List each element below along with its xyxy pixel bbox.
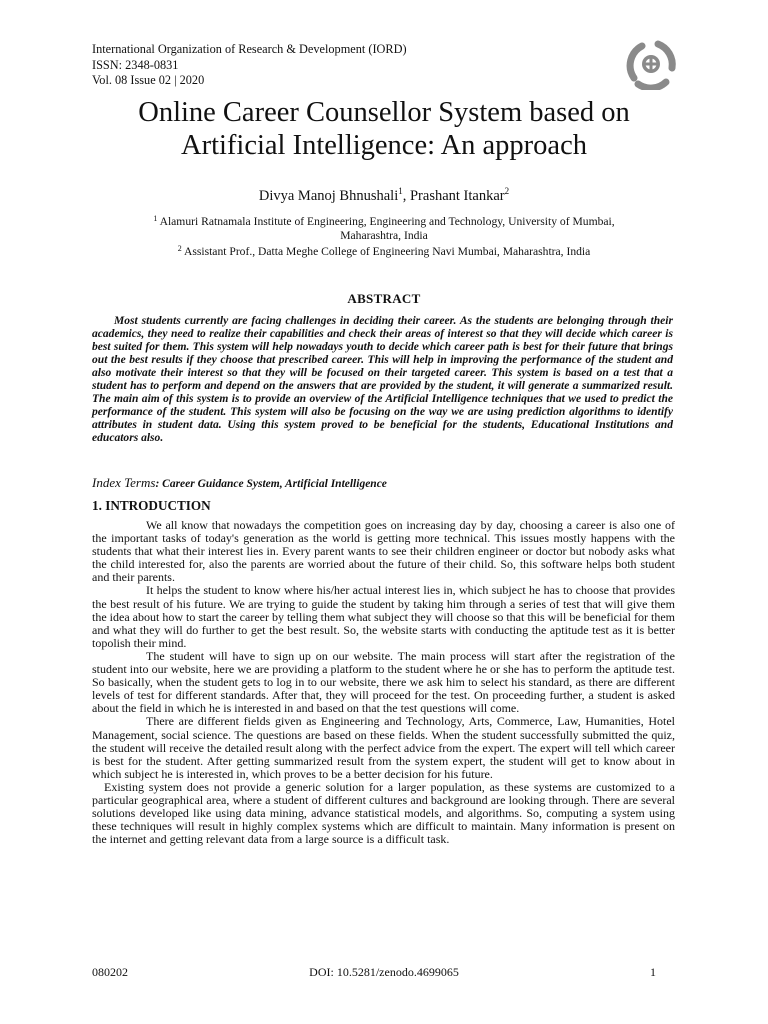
introduction-body bbox=[92, 519, 675, 846]
author-1-affiliation-mark: 1 bbox=[398, 186, 403, 196]
title-line-2: Artificial Intelligence: An approach bbox=[181, 130, 587, 161]
author-2: Prashant Itankar bbox=[409, 188, 505, 204]
author-list bbox=[60, 186, 708, 205]
author-1: Divya Manoj Bhnushali bbox=[258, 188, 399, 204]
title-line-1: Online Career Counsellor System based on bbox=[138, 97, 630, 128]
affiliation-1-text: Alamuri Ratnamala Institute of Engineering, Engineering and Technology, University of Mumbai, Maharashtra, India bbox=[157, 215, 615, 242]
iord-logo-icon bbox=[622, 38, 680, 90]
intro-paragraph: There are different fields given as Engineering and Technology, Arts, Commerce, Law, Humanities, Hotel Management, social science. The questions are based on these fields. When the student successfully submitted the quiz, the student will receive the detailed result along with the perfect advice from the expert. The expert will tell which career is best for the student. After getting summarized result from the system expert, the student will get to know about in which subject he is interested in, which proves to be a better decision for his future. bbox=[92, 714, 675, 781]
affiliation-1-mark: 1 bbox=[153, 214, 158, 223]
intro-paragraph: The student will have to sign up on our website. The main process will start after the registration of the student into our website, here we are providing a platform to the student where he or she has to perform the aptitude test. So basically, when the student gets to log in to our website, there we ask him to select his standard, as there are different levels of test for different standards. After that, they will proceed for the test. On proceeding further, a student is asked about the field in which he is interested in and based on that the test questions will come. bbox=[92, 648, 675, 716]
index-terms-value: : Career Guidance System, Artificial Intelligence bbox=[155, 478, 387, 490]
abstract-heading: ABSTRACT bbox=[347, 291, 421, 306]
author-2-affiliation-mark: 2 bbox=[504, 186, 510, 196]
affiliation-2-text: Assistant Prof., Datta Meghe College of Engineering Navi Mumbai, Maharashtra, India bbox=[181, 245, 591, 258]
journal-name: International Organization of Research & Development (IORD) bbox=[92, 42, 407, 56]
paper-title bbox=[60, 96, 708, 162]
index-terms bbox=[92, 475, 673, 491]
footer-article-id: 080202 bbox=[92, 965, 128, 979]
author-separator: , bbox=[402, 188, 410, 204]
abstract-text: Most students currently are facing challenges in deciding their career. As the students are belonging through their academics, they need to realize their capabilities and check their areas of interest so that they will decide which career is best suited for them. This system will help nowadays youth to decide which career path is best for their future that brings out the best results if they choose that prescribed career. This will help in improving the performance of the student and also motivate their interest so that they will be focused on their targeted career. This system is based on a test that a student has to perform and depend on the answers that are provided by the student, it will generate a summarized result. The main aim of this system is to provide an overview of the Artificial Intelligence techniques that we used to predict the performance of the student. This system will also be focusing on the way we are using prediction algorithms to identify attributes in student data. Using this system proved to be beneficial for the students, Educational Institutions and educators also. bbox=[92, 315, 673, 445]
affiliation-2-mark: 2 bbox=[177, 244, 182, 253]
intro-paragraph: Existing system does not provide a generic solution for a larger population, as these systems are customized to a particular geographical area, where a student of different cultures and background are looking through. There are several solutions developed like using data mining, advance statistical models, and algorithms. So, computing a system using these techniques will result in highly complex systems which are difficult to maintain. Many information is present on the internet and getting relevant data from a large source is a difficult task. bbox=[92, 779, 675, 847]
affiliation-2 bbox=[130, 242, 638, 259]
footer-page-number: 1 bbox=[650, 965, 656, 979]
intro-paragraph: We all know that nowadays the competition goes on increasing day by day, choosing a career is also one of the important tasks of today's generation as the world is getting more technical. This issues mostly happens with the students that what their interest lies in. Every parent wants to see their children engineer or doctor but nobody asks what the child interested for, also the parents are worried about the future of their child. So, this software helps both student and their parents. bbox=[92, 518, 675, 585]
journal-volume: Vol. 08 Issue 02 | 2020 bbox=[92, 73, 205, 87]
intro-paragraph: It helps the student to know where his/her actual interest lies in, which subject he has to choose that provides the best result of his future. We are trying to guide the student by taking him through a series of test that will give them the idea about how to start the career by telling them what subject they will choose so that this will be beneficial for them and what they will do further to get the best result. So, the website starts with conducting the aptitude test as it is better topolish their mind. bbox=[92, 583, 675, 650]
journal-issn: ISSN: 2348-0831 bbox=[92, 57, 179, 72]
journal-header bbox=[92, 42, 407, 89]
affiliation-1 bbox=[130, 212, 638, 243]
introduction-heading: 1. INTRODUCTION bbox=[92, 498, 211, 513]
index-terms-label: Index Terms bbox=[92, 475, 156, 490]
footer-doi: DOI: 10.5281/zenodo.4699065 bbox=[309, 965, 459, 979]
